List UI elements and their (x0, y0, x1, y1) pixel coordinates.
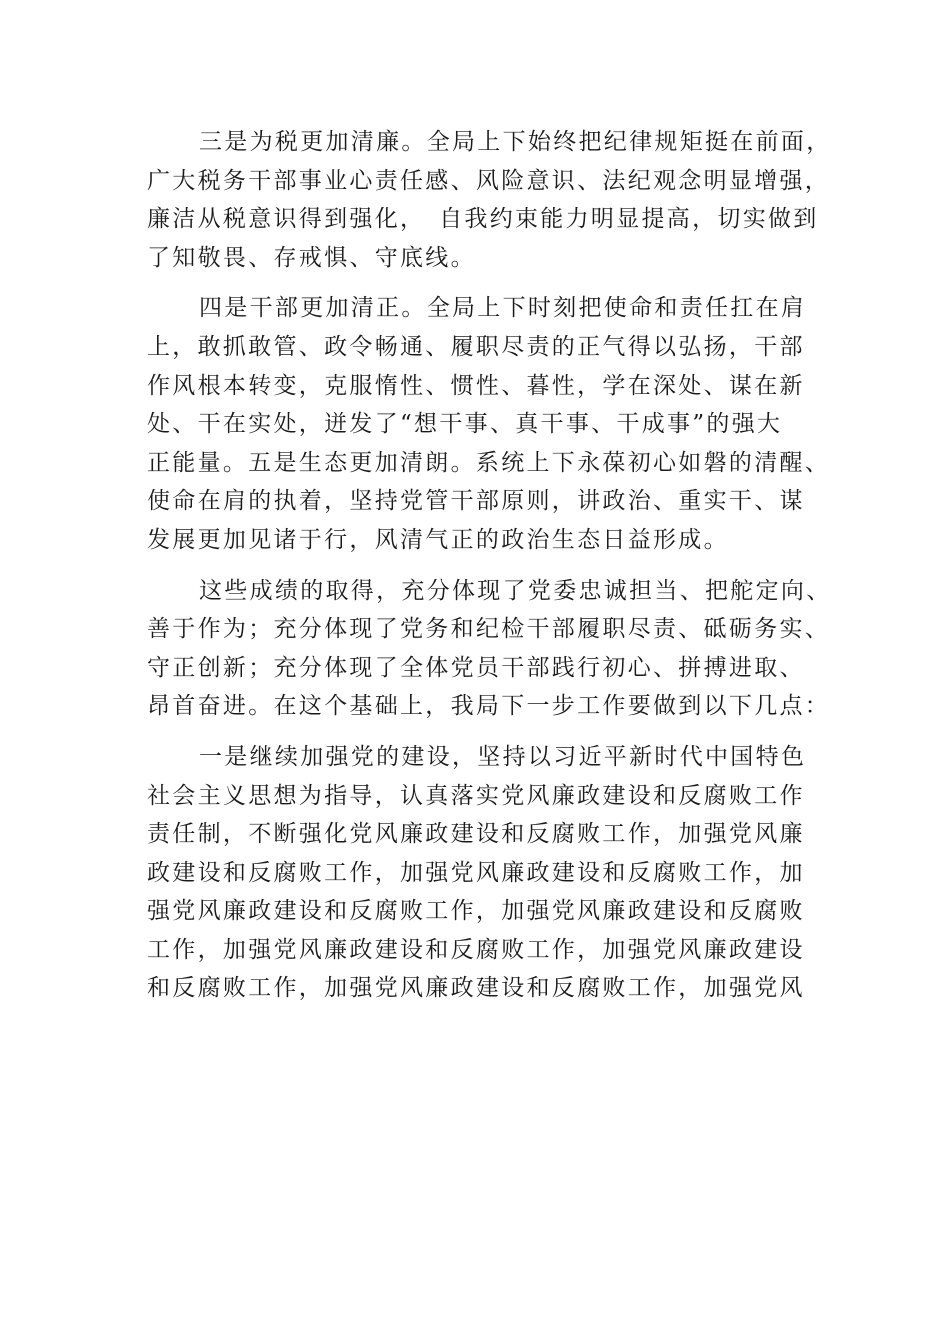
text-line: 发展更加见诸于行，风清气正的政治生态日益形成。 (147, 526, 729, 553)
text-line: 处、干在实处，迸发了“想干事、真干事、干成事”的强大 (147, 411, 783, 438)
text-line: 强党风廉政建设和反腐败工作，加强党风廉政建设和反腐败 (147, 898, 805, 925)
document-body (147, 123, 832, 1020)
text-line: 广大税务干部事业心责任感、风险意识、法纪观念明显增强， (147, 167, 831, 194)
text-line: 昂首奋进。在这个基础上，我局下一步工作要做到以下几点： (147, 693, 831, 720)
text-line: 政建设和反腐败工作，加强党风廉政建设和反腐败工作，加 (147, 859, 805, 886)
text-line: 正能量。五是生态更加清朗。系统上下永葆初心如磐的清醒、 (147, 449, 831, 476)
paragraph-tax-integrity (147, 123, 832, 277)
text-line: 廉洁从税意识得到强化， 自我约束能力明显提高，切实做到 (147, 206, 819, 233)
text-line: 三是为税更加清廉。全局上下始终把纪律规矩挺在前面， (199, 129, 832, 155)
paragraph-achievements (147, 572, 832, 726)
text-line: 作风根本转变，克服惰性、惯性、暮性，学在深处、谋在新 (147, 372, 805, 399)
paragraph-party-building (147, 738, 811, 1008)
text-line: 守正创新；充分体现了全体党员干部践行初心、拼搏进取、 (147, 654, 805, 681)
text-line: 上，敢抓敢管、政令畅通、履职尽责的正气得以弘扬，干部 (147, 333, 805, 360)
paragraph-cadre-integrity (147, 289, 831, 559)
text-line: 社会主义思想为指导，认真落实党风廉政建设和反腐败工作 (147, 782, 805, 809)
text-line: 使命在肩的执着，坚持党管干部原则，讲政治、重实干、谋 (147, 488, 805, 515)
text-line: 四是干部更加清正。全局上下时刻把使命和责任扛在肩 (199, 295, 807, 322)
text-line: 这些成绩的取得，充分体现了党委忠诚担当、把舵定向、 (199, 577, 832, 604)
text-line: 了知敬畏、存戒惧、守底线。 (147, 244, 476, 271)
text-line: 善于作为；充分体现了党务和纪检干部履职尽责、砥砺务实、 (147, 616, 831, 643)
text-line: 和反腐败工作，加强党风廉政建设和反腐败工作，加强党风 (147, 975, 805, 1002)
text-line: 责任制，不断强化党风廉政建设和反腐败工作，加强党风廉 (147, 821, 805, 848)
text-line: 一是继续加强党的建设，坚持以习近平新时代中国特色 (199, 743, 807, 770)
text-line: 工作，加强党风廉政建设和反腐败工作，加强党风廉政建设 (147, 936, 805, 963)
